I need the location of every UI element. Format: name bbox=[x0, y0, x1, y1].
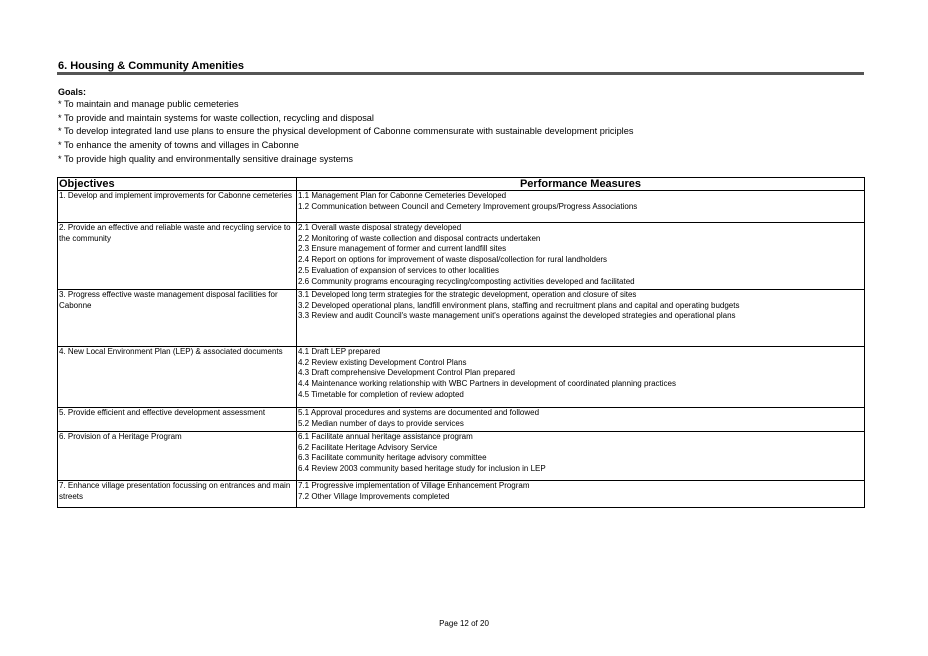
objectives-header: Objectives bbox=[58, 178, 297, 191]
measure-item: 5.2 Median number of days to provide services bbox=[298, 418, 464, 428]
measures-cell bbox=[297, 290, 865, 347]
measure-item: 2.6 Community programs encouraging recycling/composting activities developed and facilitated bbox=[298, 276, 635, 286]
measure-item: 6.1 Facilitate annual heritage assistance program bbox=[298, 432, 473, 441]
title-rule bbox=[57, 72, 864, 75]
objective-cell: 1. Develop and implement improvements for Cabonne cemeteries bbox=[58, 191, 297, 223]
measures-cell bbox=[297, 347, 865, 408]
measure-item: 4.3 Draft comprehensive Development Control Plan prepared bbox=[298, 368, 516, 378]
measure-item: 3.2 Developed operational plans, landfill environment plans, staffing and recruitment plans and capital and operating budgets bbox=[298, 300, 740, 310]
performance-table bbox=[57, 177, 865, 508]
goal-item: * To provide high quality and environmentally sensitive drainage systems bbox=[58, 153, 354, 164]
objective-cell: 2. Provide an effective and reliable waste and recycling service to the community bbox=[58, 223, 297, 290]
table-row bbox=[58, 408, 865, 432]
measure-item: 6.2 Facilitate Heritage Advisory Service bbox=[298, 442, 438, 452]
measure-item: 4.2 Review existing Development Control Plans bbox=[298, 357, 467, 367]
section-title: 6. Housing & Community Amenities bbox=[58, 60, 245, 72]
measures-cell bbox=[297, 432, 865, 481]
measure-item: 2.3 Ensure management of former and current landfill sites bbox=[298, 244, 507, 254]
goal-item: * To maintain and manage public cemeteries bbox=[58, 99, 239, 109]
objective-cell: 7. Enhance village presentation focussing on entrances and main streets bbox=[58, 481, 297, 508]
measure-item: 2.2 Monitoring of waste collection and disposal contracts undertaken bbox=[298, 233, 541, 243]
table-header-row bbox=[58, 178, 865, 191]
measures-cell bbox=[297, 223, 865, 290]
objective-cell: 3. Progress effective waste management disposal facilities for Cabonne bbox=[58, 290, 297, 347]
measure-item: 4.1 Draft LEP prepared bbox=[298, 347, 381, 356]
measure-item: 2.4 Report on options for improvement of waste disposal/collection for rural landholders bbox=[298, 255, 608, 265]
measures-cell bbox=[297, 481, 865, 508]
goal-item: * To develop integrated land use plans to ensure the physical development of Cabonne commensurate with sustainable development priciples bbox=[58, 126, 634, 137]
table-row bbox=[58, 481, 865, 508]
table-row bbox=[58, 191, 865, 223]
measure-item: 4.4 Maintenance working relationship with WBC Partners in development of coordinated planning practices bbox=[298, 379, 676, 389]
table-row bbox=[58, 290, 865, 347]
measure-item: 2.1 Overall waste disposal strategy developed bbox=[298, 223, 462, 232]
goals-label: Goals: bbox=[58, 87, 87, 97]
measure-item: 6.3 Facilitate community heritage advisory committee bbox=[298, 453, 487, 463]
goal-item: * To enhance the amenity of towns and villages in Cabonne bbox=[58, 140, 299, 151]
goals-list bbox=[58, 98, 633, 167]
measures-cell bbox=[297, 408, 865, 432]
goal-item: * To provide and maintain systems for waste collection, recycling and disposal bbox=[58, 112, 374, 123]
measures-cell bbox=[297, 191, 865, 223]
measure-item: 4.5 Timetable for completion of review adopted bbox=[298, 389, 464, 399]
measure-item: 7.2 Other Village Improvements completed bbox=[298, 491, 450, 501]
measure-item: 7.1 Progressive implementation of Village Enhancement Program bbox=[298, 481, 530, 490]
objective-cell: 6. Provision of a Heritage Program bbox=[58, 432, 297, 481]
page-number: Page 12 of 20 bbox=[439, 619, 489, 628]
performance-measures-header: Performance Measures bbox=[297, 178, 865, 191]
measure-item: 1.1 Management Plan for Cabonne Cemeteries Developed bbox=[298, 191, 507, 200]
objective-cell: 4. New Local Environment Plan (LEP) & associated documents bbox=[58, 347, 297, 408]
objective-cell: 5. Provide efficient and effective development assessment bbox=[58, 408, 297, 432]
measure-item: 3.3 Review and audit Council's waste management unit's operations against the developed strategies and operational plans bbox=[298, 311, 736, 321]
measure-item: 6.4 Review 2003 community based heritage study for inclusion in LEP bbox=[298, 464, 546, 474]
measure-item: 1.2 Communication between Council and Cemetery Improvement groups/Progress Associations bbox=[298, 201, 638, 211]
table-row bbox=[58, 347, 865, 408]
table-row bbox=[58, 432, 865, 481]
measure-item: 3.1 Developed long term strategies for the strategic development, operation and closure of sites bbox=[298, 290, 637, 299]
measure-item: 2.5 Evaluation of expansion of services to other localities bbox=[298, 265, 500, 275]
table-row bbox=[58, 223, 865, 290]
measure-item: 5.1 Approval procedures and systems are documented and followed bbox=[298, 408, 540, 417]
